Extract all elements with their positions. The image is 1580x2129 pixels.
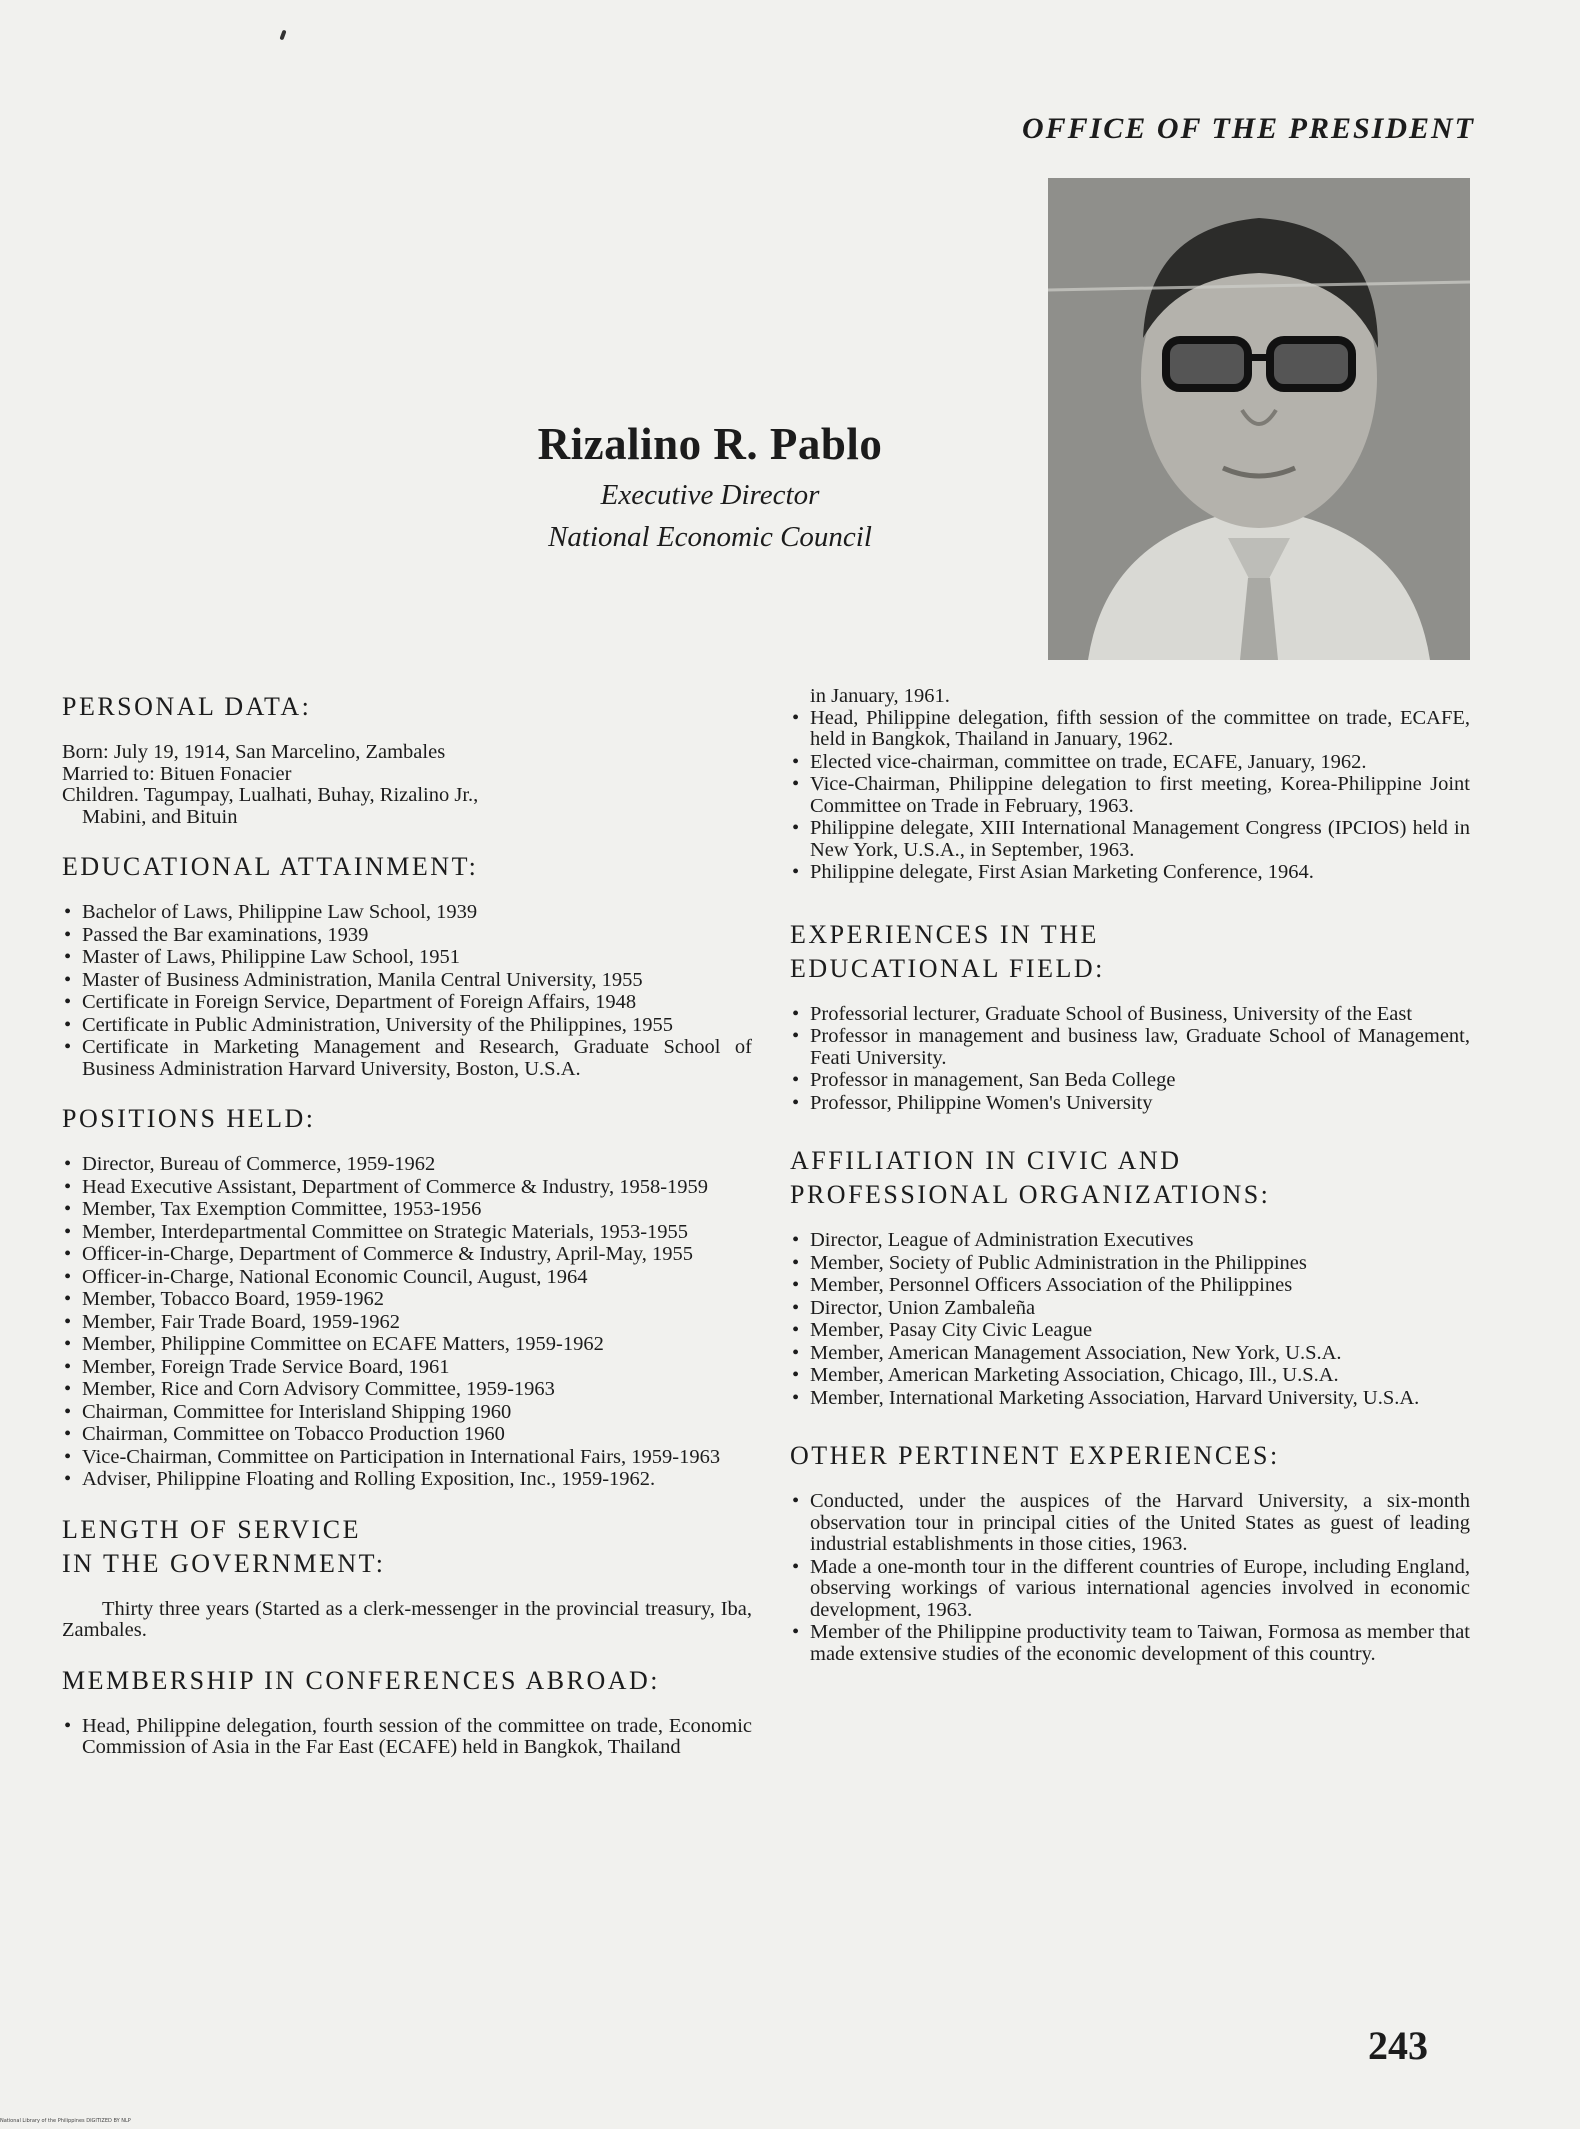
list-item: • Head, Philippine delegation, fourth session of the committee on trade, Economic Commission of Asia in the Far East (ECAFE) held in Bangkok, Thailand — [62, 1716, 752, 1759]
service-text: Thirty three years (Started as a clerk-messenger in the provincial treasury, Iba, Zambales. — [62, 1597, 752, 1641]
list-item: • Director, League of Administration Executives — [790, 1230, 1470, 1252]
list-item: • Member, International Marketing Association, Harvard University, U.S.A. — [790, 1388, 1470, 1410]
conferences-section — [62, 1664, 752, 1759]
scan-footer: National Library of the Philippines DIGITIZED BY NLP — [0, 2118, 131, 2124]
list-item: • Professor, Philippine Women's University — [790, 1093, 1470, 1115]
affiliation-list — [790, 1230, 1470, 1409]
list-item: • Member, Pasay City Civic League — [790, 1320, 1470, 1342]
list-item: • Chairman, Committee for Interisland Shipping 1960 — [62, 1402, 752, 1424]
list-item: • Member, American Management Association, New York, U.S.A. — [790, 1343, 1470, 1365]
list-item: • Director, Bureau of Commerce, 1959-1962 — [62, 1154, 752, 1176]
person-title: Executive Director — [600, 479, 820, 511]
heading-line: LENGTH OF SERVICE — [62, 1514, 361, 1544]
person-organization: National Economic Council — [548, 521, 872, 553]
list-item: • Member of the Philippine productivity team to Taiwan, Formosa as member that made extensive studies of the economic development of this country. — [790, 1622, 1470, 1665]
continued-line: in January, 1961. — [810, 685, 950, 707]
list-item: • Member, American Marketing Association, Chicago, Ill., U.S.A. — [790, 1365, 1470, 1387]
list-item: • Certificate in Marketing Management and Research, Graduate School of Business Administration Harvard University, Boston, U.S.A. — [62, 1037, 752, 1080]
list-item: • Director, Union Zambaleña — [790, 1298, 1470, 1320]
list-item: • Professorial lecturer, Graduate School of Business, University of the East — [790, 1004, 1470, 1026]
right-column — [790, 686, 1470, 1666]
personal-data-section — [62, 690, 752, 828]
list-item: • Officer-in-Charge, Department of Commerce & Industry, April-May, 1955 — [62, 1244, 752, 1266]
list-item: • Passed the Bar examinations, 1939 — [62, 925, 752, 947]
list-item: • Vice-Chairman, Philippine delegation to first meeting, Korea-Philippine Joint Committee on Trade in February, 1963. — [790, 774, 1470, 817]
list-item: • Master of Laws, Philippine Law School, 1951 — [62, 947, 752, 969]
heading-line: EDUCATIONAL FIELD: — [790, 953, 1105, 983]
left-column — [62, 668, 752, 1760]
conferences-list-continued — [790, 708, 1470, 884]
list-item: • Head, Philippine delegation, fifth session of the committee on trade, ECAFE, held in Bangkok, Thailand in January, 1962. — [790, 708, 1470, 751]
other-experiences-section — [790, 1439, 1470, 1665]
personal-data-lines — [62, 742, 752, 828]
list-item: • Member, Fair Trade Board, 1959-1962 — [62, 1312, 752, 1334]
profile-block — [440, 418, 980, 554]
affiliation-section — [790, 1144, 1470, 1409]
list-item: • Philippine delegate, First Asian Marketing Conference, 1964. — [790, 862, 1470, 884]
section-heading: EDUCATIONAL ATTAINMENT: — [62, 852, 479, 881]
list-item: • Certificate in Public Administration, University of the Philippines, 1955 — [62, 1015, 752, 1037]
list-item: • Member, Tax Exemption Committee, 1953-1956 — [62, 1199, 752, 1221]
personal-line: Children. Tagumpay, Lualhati, Buhay, Rizalino Jr., — [62, 784, 479, 806]
section-heading: OTHER PERTINENT EXPERIENCES: — [790, 1441, 1280, 1470]
list-item: • Member, Rice and Corn Advisory Committee, 1959-1963 — [62, 1379, 752, 1401]
personal-line: Born: July 19, 1914, San Marcelino, Zambales — [62, 741, 446, 763]
heading-line: EXPERIENCES IN THE — [790, 919, 1099, 949]
portrait-photo — [1048, 178, 1470, 660]
section-heading: PERSONAL DATA: — [62, 692, 312, 721]
personal-line: Married to: Bituen Fonacier — [62, 762, 292, 785]
personal-line: Mabini, and Bituin — [82, 805, 238, 828]
list-item: • Member, Tobacco Board, 1959-1962 — [62, 1289, 752, 1311]
list-item: • Officer-in-Charge, National Economic Council, August, 1964 — [62, 1267, 752, 1289]
section-heading — [790, 1144, 1470, 1212]
educational-field-list — [790, 1004, 1470, 1115]
positions-list — [62, 1154, 752, 1491]
list-item: • Head Executive Assistant, Department of Commerce & Industry, 1958-1959 — [62, 1177, 752, 1199]
list-item: • Adviser, Philippine Floating and Rolling Exposition, Inc., 1959-1962. — [62, 1469, 752, 1491]
list-item: • Chairman, Committee on Tobacco Production 1960 — [62, 1424, 752, 1446]
list-item: • Certificate in Foreign Service, Department of Foreign Affairs, 1948 — [62, 992, 752, 1014]
list-item: • Professor in management and business law, Graduate School of Management, Feati University. — [790, 1026, 1470, 1069]
heading-line: PROFESSIONAL ORGANIZATIONS: — [790, 1180, 1271, 1209]
list-item: • Philippine delegate, XIII International Management Congress (IPCIOS) held in New York, U.S.A., in September, 1963. — [790, 818, 1470, 861]
page-number: 243 — [1368, 2023, 1428, 2068]
list-item: • Elected vice-chairman, committee on trade, ECAFE, January, 1962. — [790, 752, 1470, 774]
section-heading: POSITIONS HELD: — [62, 1104, 316, 1133]
positions-section — [62, 1102, 752, 1491]
section-heading — [62, 1513, 752, 1581]
section-heading — [790, 918, 1470, 986]
list-item: • Member, Foreign Trade Service Board, 1961 — [62, 1357, 752, 1379]
office-header: OFFICE OF THE PRESIDENT — [1021, 112, 1475, 145]
section-heading: MEMBERSHIP IN CONFERENCES ABROAD: — [62, 1665, 661, 1695]
service-section — [62, 1513, 752, 1642]
list-item: • Conducted, under the auspices of the Harvard University, a six-month observation tour in principal cities of the United States as guest of leading industrial establishments in those cities, 1963. — [790, 1491, 1470, 1556]
education-list — [62, 902, 752, 1080]
list-item: • Master of Business Administration, Manila Central University, 1955 — [62, 970, 752, 992]
portrait-illustration — [1048, 178, 1470, 660]
list-item: • Vice-Chairman, Committee on Participation in International Fairs, 1959-1963 — [62, 1447, 752, 1469]
person-name: Rizalino R. Pablo — [537, 419, 883, 469]
conferences-continued — [790, 686, 1470, 884]
heading-line: AFFILIATION IN CIVIC AND — [790, 1146, 1182, 1175]
educational-field-section — [790, 918, 1470, 1115]
scan-speck — [279, 30, 286, 41]
list-item: • Member, Interdepartmental Committee on Strategic Materials, 1953-1955 — [62, 1222, 752, 1244]
heading-line: IN THE GOVERNMENT: — [62, 1548, 386, 1578]
list-item: • Bachelor of Laws, Philippine Law School, 1939 — [62, 902, 752, 924]
conferences-list — [62, 1716, 752, 1759]
list-item: • Member, Personnel Officers Association of the Philippines — [790, 1275, 1470, 1297]
other-experiences-list — [790, 1491, 1470, 1665]
list-item: • Made a one-month tour in the different countries of Europe, including England, observing workings of various international agencies involved in economic development, 1963. — [790, 1557, 1470, 1622]
list-item: • Member, Philippine Committee on ECAFE Matters, 1959-1962 — [62, 1334, 752, 1356]
list-item: • Member, Society of Public Administration in the Philippines — [790, 1253, 1470, 1275]
list-item: • Professor in management, San Beda College — [790, 1070, 1470, 1092]
education-section — [62, 850, 752, 1080]
